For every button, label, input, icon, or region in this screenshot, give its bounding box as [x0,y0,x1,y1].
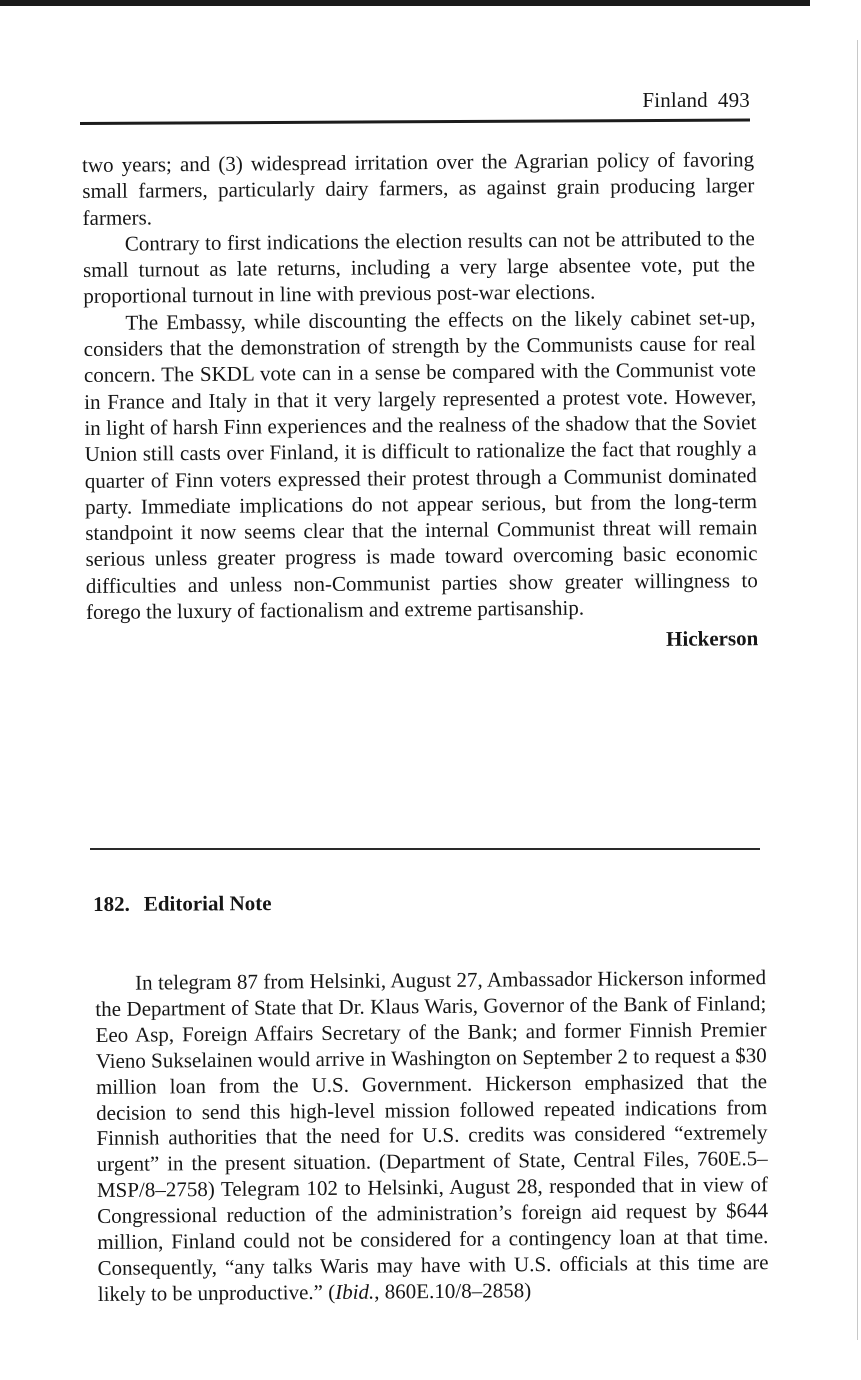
document-body [82,146,758,657]
section-heading [93,891,272,917]
paragraph-continuation: two years; and (3) widespread irritation over the Agrarian policy of favoring small farmers, particularly dairy farmers, as against grain producing larger farmers. [82,147,755,230]
running-title: Finland [642,88,708,112]
page-number: 493 [717,88,750,112]
editorial-note-text [95,965,769,1308]
header-rule [80,118,750,125]
running-head [560,88,750,113]
ibid-reference: Ibid. [335,1279,375,1304]
paragraph-election-results: Contrary to first indications the election results can not be attributed to the small turnout as late returns, including a very large absentee vote, put the proportional turnout in line with previous post-war elections. [82,226,756,309]
section-divider [90,848,760,850]
section-title: Editorial Note [143,891,272,916]
signature: Hickerson [665,626,759,652]
scan-edge-right [857,40,858,1340]
section-number: 182. [93,891,130,916]
note-text-main: In telegram 87 from Helsinki, August 27, Ambassador Hickerson informed the Department of State that Dr. Klaus Waris, Governor of the Bank of Finland; Eeo Asp, Foreign Affairs Secretary of the Bank; and former Finnish Premier Vieno Sukselainen would arrive in Washington on September 2 to request a $30 million loan from the U.S. Government. Hickerson emphasized that the decision to send this high-level mission followed repeated indications from Finnish authorities that the need for U.S. credits was considered “extremely urgent” in the present situation. (Department of State, Central Files, 760E.5–MSP/8–2758) Telegram 102 to Helsinki, August 28, responded that in view of Congressional reduction of the administration’s foreign aid request by $644 million, Finland could not be considered for a contingency loan at that time. Consequently, “any talks Waris may have with U.S. officials at this time are likely to be unproductive.” ( [95,965,769,1306]
paragraph-embassy-assessment: The Embassy, while discounting the effects on the likely cabinet set-up, considers that the demonstration of strength by the Communists cause for real concern. The SKDL vote can in a sense be compared with the Communist vote in France and Italy in that it very largely represented a protest vote. However, in light of harsh Finn experiences and the realness of the shadow that the Soviet Union still casts over Finland, it is difficult to rationalize the fact that roughly a quarter of Finn voters expressed their protest through a Communist dominated party. Immediate implications do not appear serious, but from the long-term standpoint it now seems clear that the internal Communist threat will remain serious unless greater progress is made toward overcoming basic economic difficulties and unless non-Communist parties show greater willingness to forego the luxury of factionalism and extreme partisanship. [83,304,758,625]
scan-edge-top [0,0,810,6]
note-text-end: , 860E.10/8–2858) [374,1278,532,1304]
